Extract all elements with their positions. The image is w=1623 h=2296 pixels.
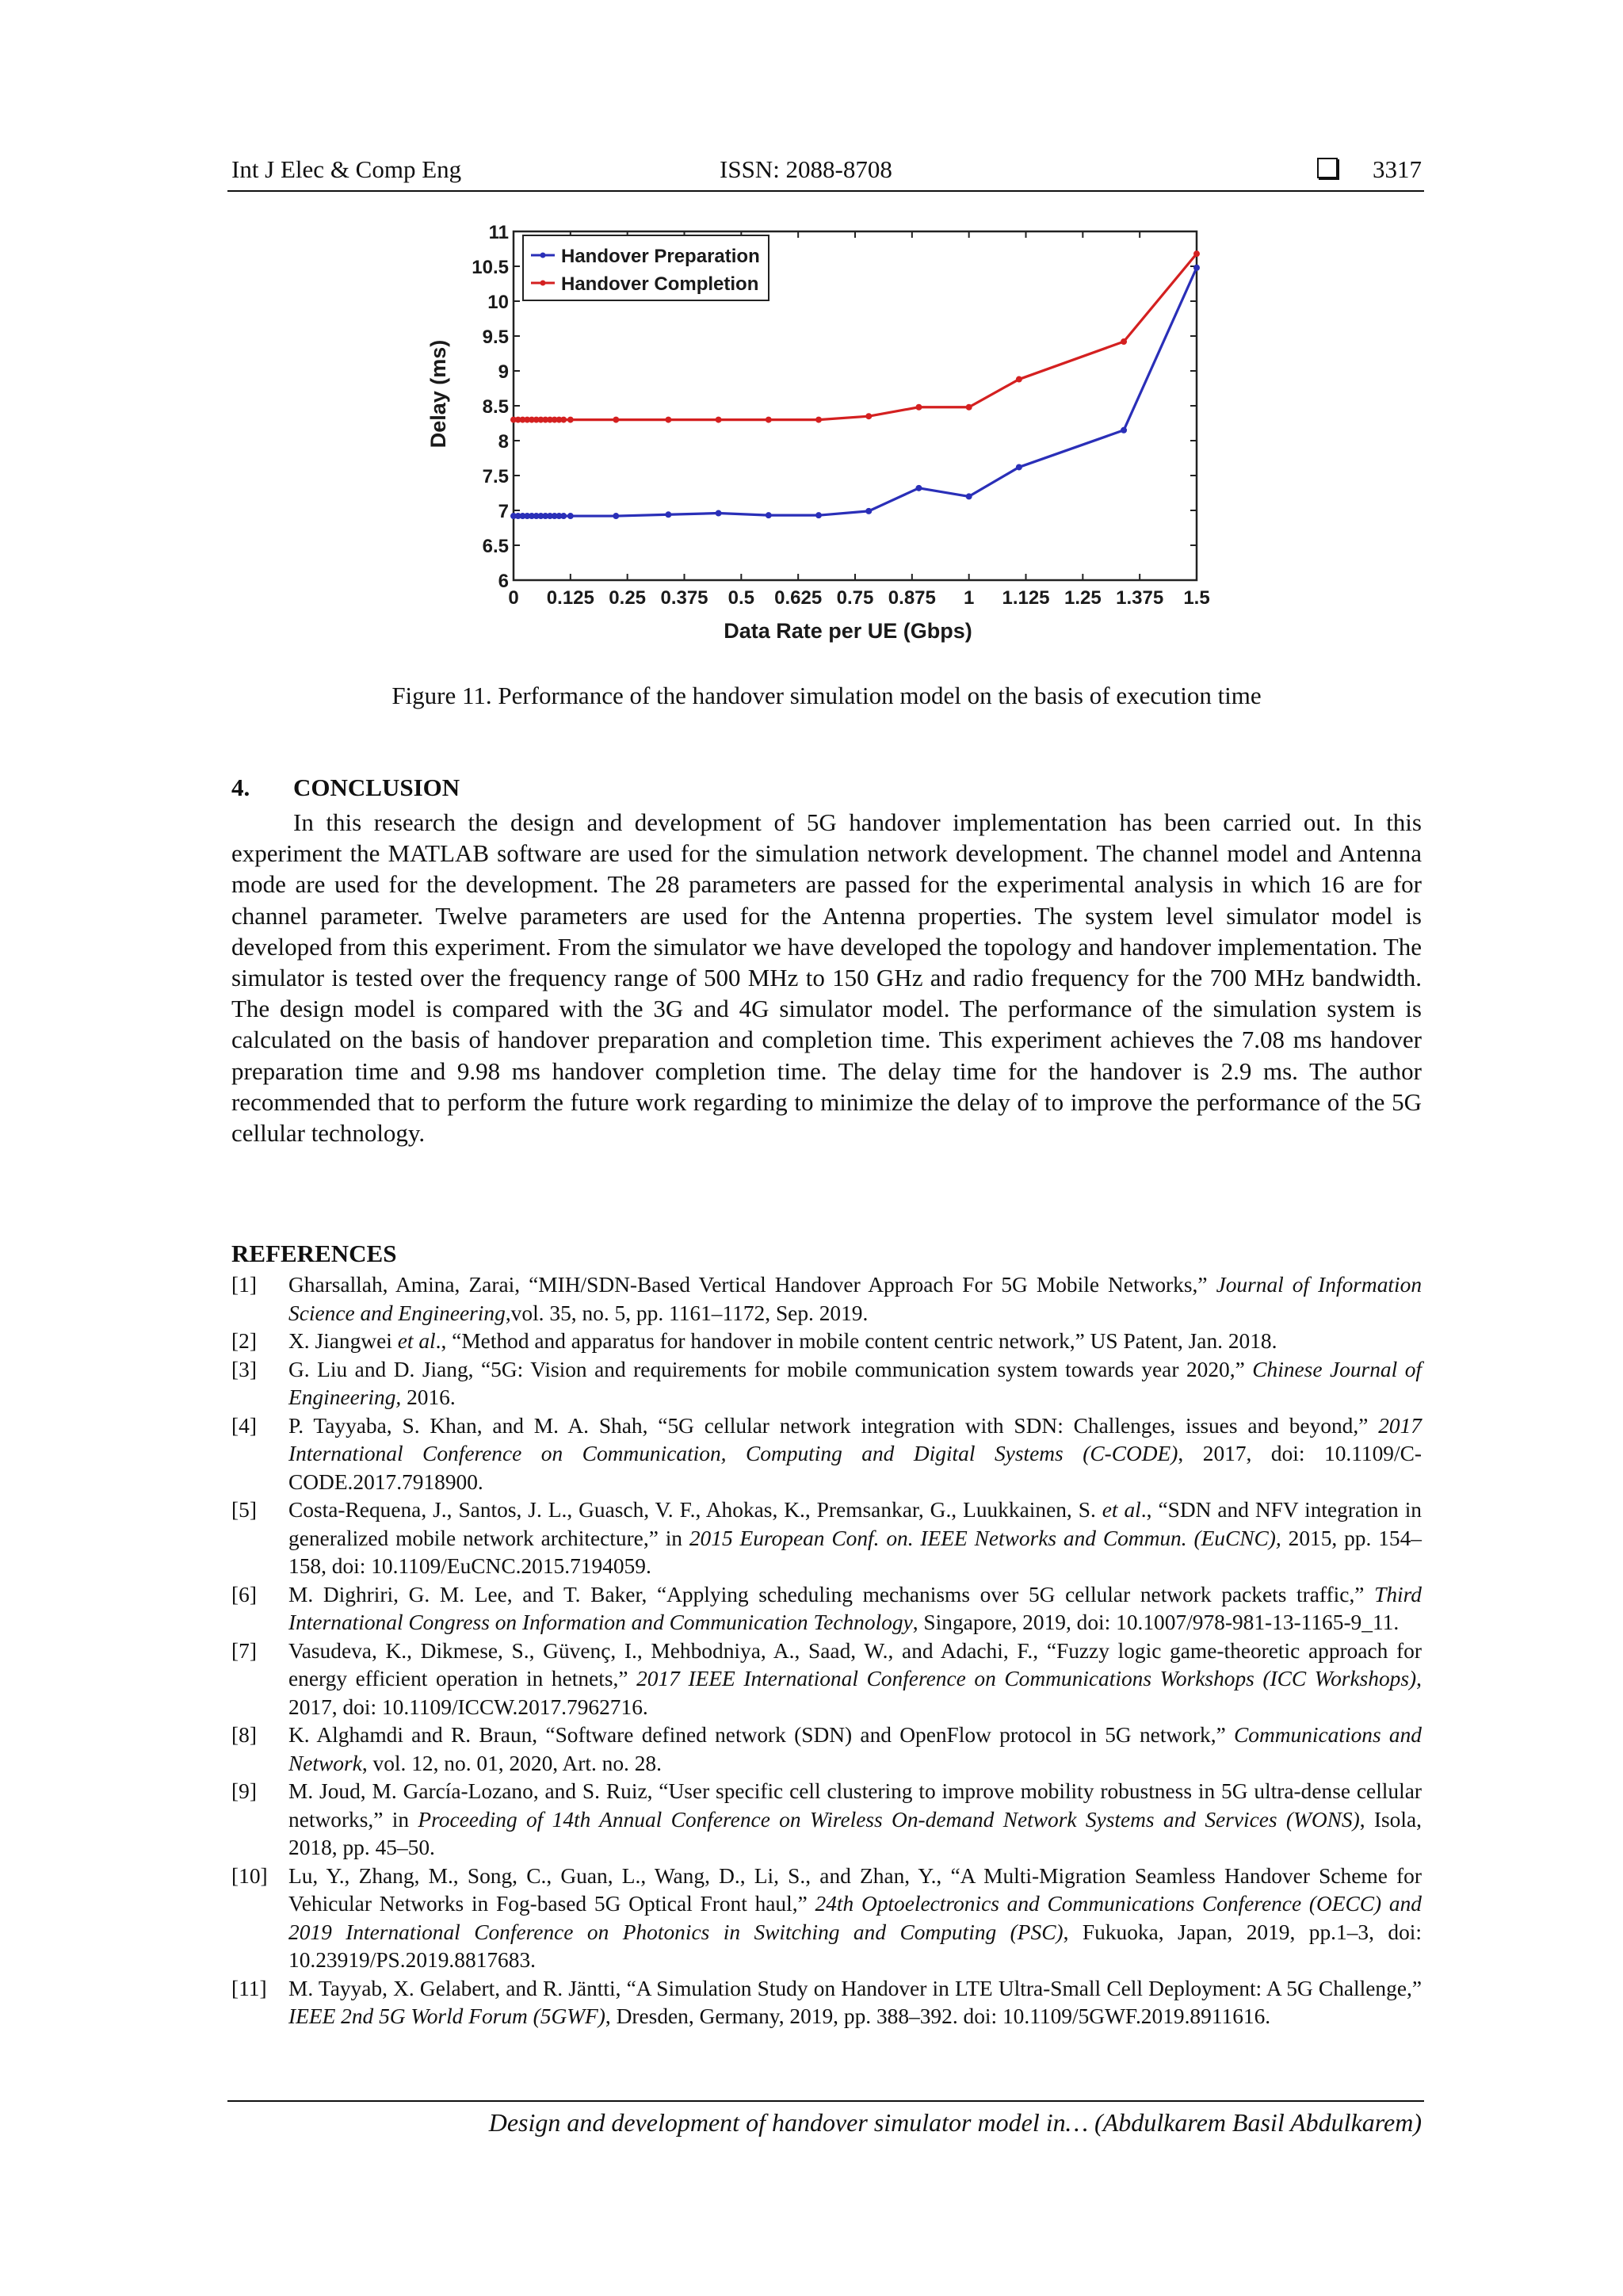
data-point-preparation — [815, 512, 822, 518]
reference-item — [231, 1975, 1422, 2031]
journal-name: Int J Elec & Comp Eng — [231, 155, 462, 183]
reference-source: IEEE 2nd 5G World Forum (5GWF) — [288, 2004, 605, 2028]
running-header — [231, 155, 1422, 192]
data-point-completion — [716, 417, 722, 423]
data-point-preparation — [865, 508, 872, 514]
reference-source: Third International Congress on Information and Communication Technology — [288, 1582, 1422, 1634]
reference-text: 2015, pp. 154–158, doi: 10.1109/EuCNC.2015.7194059. — [288, 1526, 1422, 1578]
figure-caption: Figure 11. Performance of the handover simulation model on the basis of execution time — [391, 682, 1262, 709]
legend-marker-preparation — [540, 253, 546, 258]
reference-item — [231, 1721, 1422, 1778]
reference-item — [231, 1496, 1422, 1581]
reference-number: [5] — [231, 1498, 257, 1522]
reference-source: Chinese Journal of Engineering, — [288, 1357, 1422, 1409]
chart-legend — [523, 235, 769, 300]
reference-number: [6] — [231, 1582, 257, 1606]
reference-text: K. Alghamdi and R. Braun, “Software defined network (SDN) and OpenFlow protocol in 5G network,” — [288, 1723, 1234, 1747]
x-tick-label: 0.375 — [660, 587, 708, 609]
x-tick-label: 0.5 — [727, 587, 755, 609]
reference-text: Vasudeva, K., Dikmese, S., Güvenç, I., Mehbodniya, A., Saad, W., and Adachi, F., “Fuzzy logic game-theoretic approach for energy efficient operation in hetnets,” — [288, 1638, 1422, 1690]
data-point-preparation — [1121, 427, 1127, 434]
y-axis-label: Delay (ms) — [426, 339, 450, 449]
y-tick-label: 8 — [498, 431, 509, 453]
reference-item — [231, 1778, 1422, 1862]
conclusion-paragraph: In this research the design and development of 5G handover implementation has been carried out. In this experiment the MATLAB software are used for the simulation network development. The channel model and Antenna mode are used for the development. The 28 parameters are passed for the experimental analysis in which 16 are for channel parameter. Twelve parameters are used for the Antenna properties. The system level simulator model is developed from this experiment. From the simulator we have developed the topology and handover implementation. The simulator is tested over the frequency range of 500 MHz to 150 GHz and radio frequency for the 700 MHz bandwidth. The design model is compared with the 3G and 4G simulator model. The performance of the simulation system is calculated on the basis of handover preparation and completion time. This experiment achieves the 7.08 ms handover preparation time and 9.98 ms handover completion time. The delay time for the handover is 2.9 ms. The author recommended that to perform the future work regarding to minimize the delay of to improve the performance of the 5G cellular technology. — [231, 808, 1422, 1148]
x-tick-label: 1.125 — [1002, 587, 1050, 609]
reference-text: M. Dighriri, G. M. Lee, and T. Baker, “Applying scheduling mechanisms over 5G cellular network packets traffic,” — [288, 1582, 1375, 1606]
reference-number: [9] — [231, 1779, 257, 1803]
y-tick-label: 11 — [488, 222, 509, 243]
y-tick-label: 9.5 — [482, 327, 509, 348]
reference-source: 2015 European Conf. on. IEEE Networks and Commun. (EuCNC), — [689, 1526, 1281, 1550]
reference-number: [3] — [231, 1357, 257, 1381]
reference-item — [231, 1862, 1422, 1975]
reference-item — [231, 1271, 1422, 1328]
data-point-preparation — [966, 493, 972, 499]
data-point-completion — [966, 404, 972, 411]
issn: ISSN: 2088-8708 — [720, 155, 892, 183]
page-number-group — [1317, 155, 1422, 184]
x-tick-label: 0.875 — [888, 587, 936, 609]
x-tick-label: 0.25 — [609, 587, 647, 609]
data-point-preparation — [1016, 464, 1022, 470]
reference-source: 2017 International Conference on Communication, Computing and Digital Systems (C-CODE) — [288, 1413, 1422, 1465]
x-tick-label: 0.125 — [546, 587, 594, 609]
reference-text: Costa-Requena, J., Santos, J. L., Guasch, V. F., Ahokas, K., Premsankar, G., Luukkainen, S. — [288, 1498, 1102, 1522]
data-point-preparation — [665, 511, 671, 518]
page-number: 3317 — [1373, 155, 1422, 183]
reference-text: , Isola, 2018, pp. 45–50. — [288, 1807, 1422, 1859]
y-tick-label: 8.5 — [482, 396, 509, 418]
reference-number: [8] — [231, 1723, 257, 1747]
reference-source: Communications and Network — [288, 1723, 1422, 1775]
data-point-preparation — [1193, 265, 1200, 271]
data-point-completion — [613, 417, 619, 423]
reference-text: Lu, Y., Zhang, M., Song, C., Guan, L., Wang, D., Li, S., and Zhan, Y., “A Multi-Migration Seamless Handover Scheme for Vehicular Networks in Fog-based 5G Optical Front haul,” — [288, 1863, 1422, 1916]
x-axis-label: Data Rate per UE (Gbps) — [724, 619, 972, 643]
legend-marker-completion — [540, 281, 546, 286]
reference-number: [1] — [231, 1273, 257, 1297]
running-footer: Design and development of handover simulator model in… (Abdulkarem Basil Abdulkarem) — [488, 2108, 1422, 2137]
reference-text: X. Jiangwei — [288, 1329, 398, 1353]
reference-text: M. Joud, M. García-Lozano, and S. Ruiz, “User specific cell clustering to improve mobility robustness in 5G ultra-dense cellular networks,” in — [288, 1779, 1422, 1832]
x-tick-label: 0 — [508, 587, 519, 609]
data-point-completion — [1121, 338, 1127, 345]
reference-text: , Singapore, 2019, doi: 10.1007/978-981-13-1165-9_11. — [912, 1610, 1400, 1634]
data-point-preparation — [560, 513, 567, 519]
x-tick-label: 1.5 — [1183, 587, 1210, 609]
reference-number: [10] — [231, 1863, 268, 1888]
data-point-preparation — [613, 513, 619, 519]
header-rule — [227, 190, 1424, 192]
reference-text: ., “SDN and NFV integration in generalized mobile network architecture,” in — [288, 1498, 1422, 1550]
data-point-completion — [560, 417, 567, 423]
conclusion-body — [231, 807, 1422, 1148]
x-tick-label: 1 — [963, 587, 975, 609]
reference-item — [231, 1637, 1422, 1722]
data-point-completion — [766, 417, 772, 423]
x-tick-label: 0.625 — [774, 587, 823, 609]
reference-text: M. Tayyab, X. Gelabert, and R. Jäntti, “A Simulation Study on Handover in LTE Ultra-Small Cell Deployment: A 5G Challenge,” — [288, 1976, 1422, 2000]
reference-text: P. Tayyaba, S. Khan, and M. A. Shah, “5G cellular network integration with SDN: Challenges, issues and beyond,” — [288, 1413, 1379, 1438]
section-heading — [231, 774, 460, 802]
data-point-completion — [815, 417, 822, 423]
data-point-completion — [567, 417, 574, 423]
reference-text: 2016. — [401, 1385, 456, 1409]
reference-item — [231, 1412, 1422, 1497]
reference-source: Journal of Information Science and Engineering — [288, 1273, 1423, 1325]
reference-text: , Dresden, Germany, 2019, pp. 388–392. doi: 10.1109/5GWF.2019.8911616. — [605, 2004, 1271, 2028]
legend-label-preparation: Handover Preparation — [561, 246, 760, 267]
reference-source: Proceeding of 14th Annual Conference on Wireless On-demand Network Systems and Services (WONS) — [418, 1807, 1360, 1832]
reference-text: , 2017, doi: 10.1109/ICCW.2017.7962716. — [288, 1667, 1422, 1719]
data-point-completion — [1016, 376, 1022, 383]
y-tick-label: 7 — [498, 501, 509, 522]
data-point-preparation — [716, 510, 722, 517]
data-point-preparation — [567, 513, 574, 519]
legend-label-completion: Handover Completion — [561, 273, 759, 295]
reference-text: ,vol. 35, no. 5, pp. 1161–1172, Sep. 2019. — [505, 1301, 869, 1325]
data-point-preparation — [766, 512, 772, 518]
y-tick-label: 6 — [498, 571, 509, 592]
reference-item — [231, 1328, 1422, 1356]
reference-text: G. Liu and D. Jiang, “5G: Vision and requirements for mobile communication system towards year 2020,” — [288, 1357, 1253, 1381]
reference-source: 2017 IEEE International Conference on Communications Workshops (ICC Workshops) — [636, 1667, 1417, 1690]
reference-text: , 2017, doi: 10.1109/C-CODE.2017.7918900. — [288, 1442, 1423, 1494]
section-number: 4. — [231, 774, 250, 801]
reference-text: Gharsallah, Amina, Zarai, “MIH/SDN-Based Vertical Handover Approach For 5G Mobile Networks,” — [288, 1273, 1216, 1297]
reference-source: 24th Optoelectronics and Communications Conference (OECC) and 2019 International Conference on Photonics in Switching and Computing (PSC) — [288, 1892, 1422, 1944]
reference-source: et al — [1102, 1498, 1141, 1522]
reference-item — [231, 1356, 1422, 1412]
data-point-completion — [915, 404, 922, 411]
reference-source: et al — [397, 1329, 436, 1353]
references-list — [231, 1271, 1422, 2031]
data-point-completion — [865, 413, 872, 419]
y-tick-label: 9 — [498, 361, 509, 383]
y-tick-label: 10.5 — [472, 257, 509, 278]
x-tick-label: 0.75 — [836, 587, 874, 609]
reference-number: [11] — [231, 1976, 267, 2000]
x-tick-label: 1.25 — [1064, 587, 1102, 609]
reference-number: [2] — [231, 1329, 257, 1353]
references-heading: REFERENCES — [231, 1240, 397, 1267]
reference-text: ., “Method and apparatus for handover in mobile content centric network,” US Patent, Jan. 2018. — [435, 1329, 1277, 1353]
reference-item — [231, 1581, 1422, 1637]
reference-number: [7] — [231, 1638, 257, 1663]
section-title: CONCLUSION — [293, 774, 460, 801]
data-point-preparation — [915, 485, 922, 491]
delay-line-chart — [420, 214, 1212, 658]
data-point-completion — [665, 417, 671, 423]
y-tick-label: 6.5 — [482, 536, 509, 557]
checkbox-square-icon — [1317, 158, 1338, 178]
reference-number: [4] — [231, 1413, 257, 1438]
data-point-completion — [1193, 250, 1200, 257]
y-tick-label: 7.5 — [482, 466, 509, 487]
y-tick-label: 10 — [487, 292, 509, 313]
reference-text: , Fukuoka, Japan, 2019, pp.1–3, doi: 10.23919/PS.2019.8817683. — [288, 1920, 1422, 1972]
footer-rule — [227, 2100, 1424, 2102]
x-tick-label: 1.375 — [1116, 587, 1164, 609]
reference-text: , vol. 12, no. 01, 2020, Art. no. 28. — [361, 1751, 662, 1775]
